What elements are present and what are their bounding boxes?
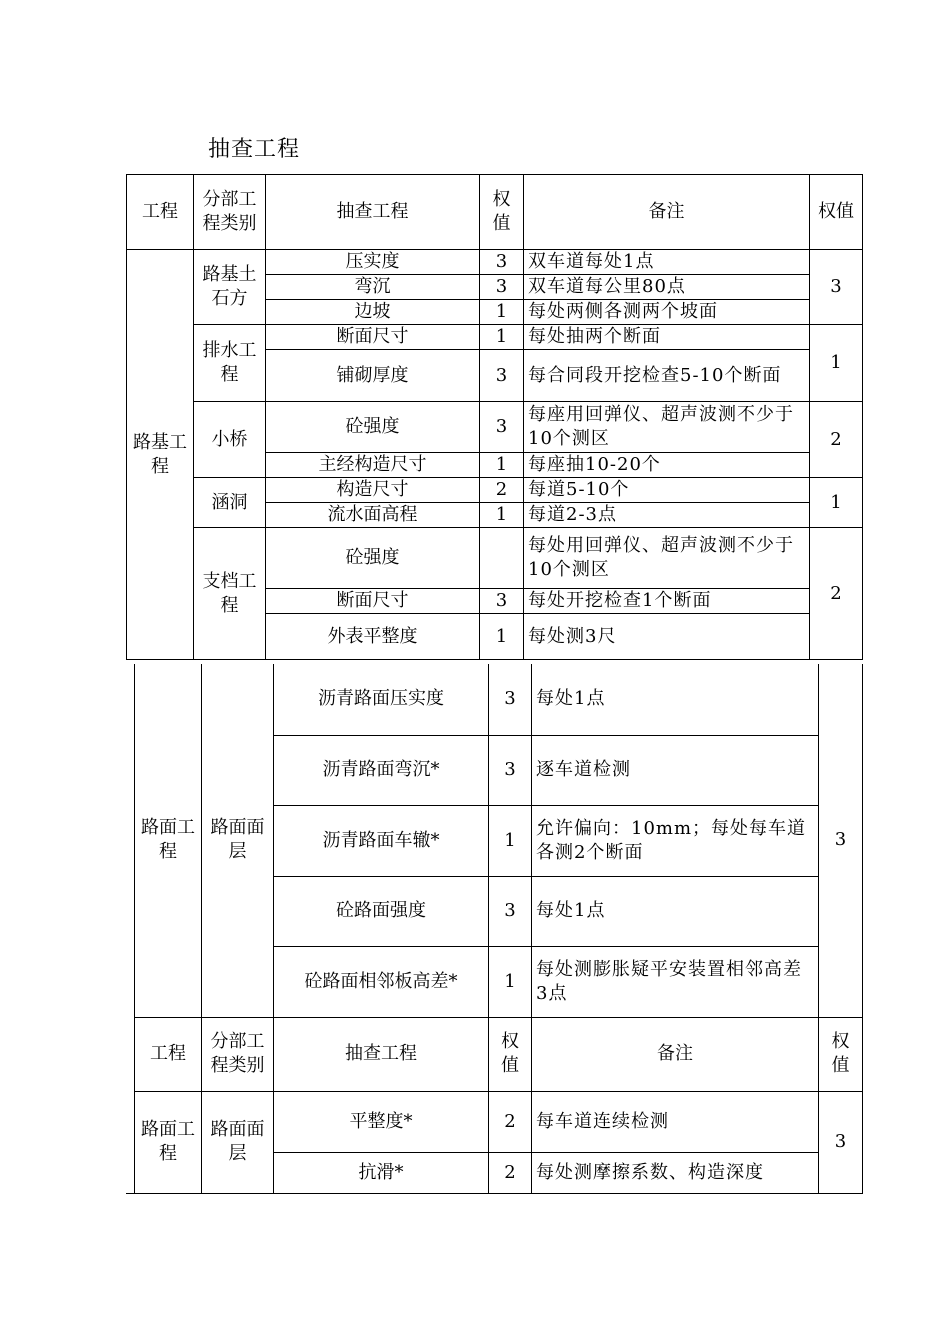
project-cell: 路基工程 bbox=[127, 250, 194, 660]
group-weight: 2 bbox=[810, 528, 863, 660]
category-cell: 小桥 bbox=[194, 402, 266, 478]
item-weight: 3 bbox=[480, 350, 524, 402]
item-weight: 1 bbox=[480, 614, 524, 660]
item-note: 每处测3尺 bbox=[524, 614, 810, 660]
group-weight: 1 bbox=[810, 325, 863, 402]
item-weight: 2 bbox=[489, 1152, 532, 1193]
header-check-item: 抽查工程 bbox=[266, 175, 480, 250]
item-name: 砼强度 bbox=[266, 402, 480, 453]
item-weight bbox=[480, 528, 524, 589]
table-row bbox=[127, 325, 863, 350]
item-note: 每处两侧各测两个坡面 bbox=[524, 300, 810, 325]
item-note: 每车道连续检测 bbox=[532, 1091, 819, 1152]
table-row bbox=[135, 1091, 863, 1152]
header-remarks: 备注 bbox=[532, 1017, 819, 1091]
category-cell: 路面面层 bbox=[202, 1091, 274, 1193]
item-weight: 3 bbox=[480, 275, 524, 300]
header-category: 分部工程类别 bbox=[194, 175, 266, 250]
group-weight: 1 bbox=[810, 478, 863, 528]
header-group-weight: 权值 bbox=[819, 1017, 863, 1091]
category-cell: 排水工程 bbox=[194, 325, 266, 402]
item-weight: 1 bbox=[480, 300, 524, 325]
item-note: 每座抽10-20个 bbox=[524, 453, 810, 478]
header-category: 分部工程类别 bbox=[202, 1017, 274, 1091]
item-name: 沥青路面车辙* bbox=[274, 805, 489, 876]
item-note: 每合同段开挖检查5-10个断面 bbox=[524, 350, 810, 402]
item-note: 每道2-3点 bbox=[524, 503, 810, 528]
table-edge-line bbox=[126, 1193, 135, 1194]
group-weight: 3 bbox=[819, 1091, 863, 1193]
category-cell: 路基土石方 bbox=[194, 250, 266, 325]
item-name: 平整度* bbox=[274, 1091, 489, 1152]
item-note: 每处用回弹仪、超声波测不少于10个测区 bbox=[524, 528, 810, 589]
category-cell: 路面面层 bbox=[202, 664, 274, 1017]
item-name: 铺砌厚度 bbox=[266, 350, 480, 402]
item-note: 双车道每公里80点 bbox=[524, 275, 810, 300]
item-note: 每道5-10个 bbox=[524, 478, 810, 503]
item-note: 每座用回弹仪、超声波测不少于10个测区 bbox=[524, 402, 810, 453]
item-weight: 1 bbox=[489, 805, 532, 876]
header-project: 工程 bbox=[135, 1017, 202, 1091]
roadbed-table bbox=[126, 174, 863, 660]
item-name: 弯沉 bbox=[266, 275, 480, 300]
table-row bbox=[127, 402, 863, 453]
header-weight: 权值 bbox=[489, 1017, 532, 1091]
category-cell: 支档工程 bbox=[194, 528, 266, 660]
item-weight: 1 bbox=[480, 503, 524, 528]
table-row bbox=[127, 528, 863, 589]
item-name: 砼强度 bbox=[266, 528, 480, 589]
header-project: 工程 bbox=[127, 175, 194, 250]
item-name: 沥青路面压实度 bbox=[274, 664, 489, 735]
item-weight: 2 bbox=[489, 1091, 532, 1152]
item-weight: 2 bbox=[480, 478, 524, 503]
item-note: 每处1点 bbox=[532, 664, 819, 735]
item-note: 双车道每处1点 bbox=[524, 250, 810, 275]
header-group-weight: 权值 bbox=[810, 175, 863, 250]
item-weight: 3 bbox=[489, 876, 532, 946]
item-weight: 3 bbox=[480, 589, 524, 614]
item-name: 沥青路面弯沉* bbox=[274, 735, 489, 805]
item-weight: 3 bbox=[489, 735, 532, 805]
item-weight: 1 bbox=[480, 325, 524, 350]
item-name: 压实度 bbox=[266, 250, 480, 275]
group-weight: 2 bbox=[810, 402, 863, 478]
item-note: 每处测膨胀疑平安装置相邻高差3点 bbox=[532, 946, 819, 1017]
item-name: 主经构造尺寸 bbox=[266, 453, 480, 478]
category-cell: 涵洞 bbox=[194, 478, 266, 528]
item-note: 每处测摩擦系数、构造深度 bbox=[532, 1152, 819, 1193]
table-row bbox=[135, 664, 863, 735]
header-check-item: 抽查工程 bbox=[274, 1017, 489, 1091]
header-remarks: 备注 bbox=[524, 175, 810, 250]
item-name: 构造尺寸 bbox=[266, 478, 480, 503]
item-weight: 1 bbox=[480, 453, 524, 478]
item-name: 边坡 bbox=[266, 300, 480, 325]
item-note: 允许偏向：10mm；每处每车道各测2个断面 bbox=[532, 805, 819, 876]
item-weight: 3 bbox=[480, 250, 524, 275]
project-cell: 路面工程 bbox=[135, 664, 202, 1017]
item-name: 断面尺寸 bbox=[266, 589, 480, 614]
table-header-row bbox=[135, 1017, 863, 1091]
item-weight: 3 bbox=[489, 664, 532, 735]
table-header-row bbox=[127, 175, 863, 250]
item-weight: 1 bbox=[489, 946, 532, 1017]
item-name: 流水面高程 bbox=[266, 503, 480, 528]
pavement-table bbox=[134, 664, 863, 1194]
item-name: 外表平整度 bbox=[266, 614, 480, 660]
item-name: 砼路面强度 bbox=[274, 876, 489, 946]
page-title: 抽查工程 bbox=[208, 137, 301, 162]
item-note: 每处开挖检查1个断面 bbox=[524, 589, 810, 614]
item-name: 砼路面相邻板高差* bbox=[274, 946, 489, 1017]
group-weight: 3 bbox=[819, 664, 863, 1017]
item-note: 每处抽两个断面 bbox=[524, 325, 810, 350]
item-name: 断面尺寸 bbox=[266, 325, 480, 350]
header-weight: 权值 bbox=[480, 175, 524, 250]
item-weight: 3 bbox=[480, 402, 524, 453]
item-note: 每处1点 bbox=[532, 876, 819, 946]
table-row bbox=[127, 478, 863, 503]
group-weight: 3 bbox=[810, 250, 863, 325]
table-row bbox=[127, 250, 863, 275]
item-name: 抗滑* bbox=[274, 1152, 489, 1193]
project-cell: 路面工程 bbox=[135, 1091, 202, 1193]
item-note: 逐车道检测 bbox=[532, 735, 819, 805]
